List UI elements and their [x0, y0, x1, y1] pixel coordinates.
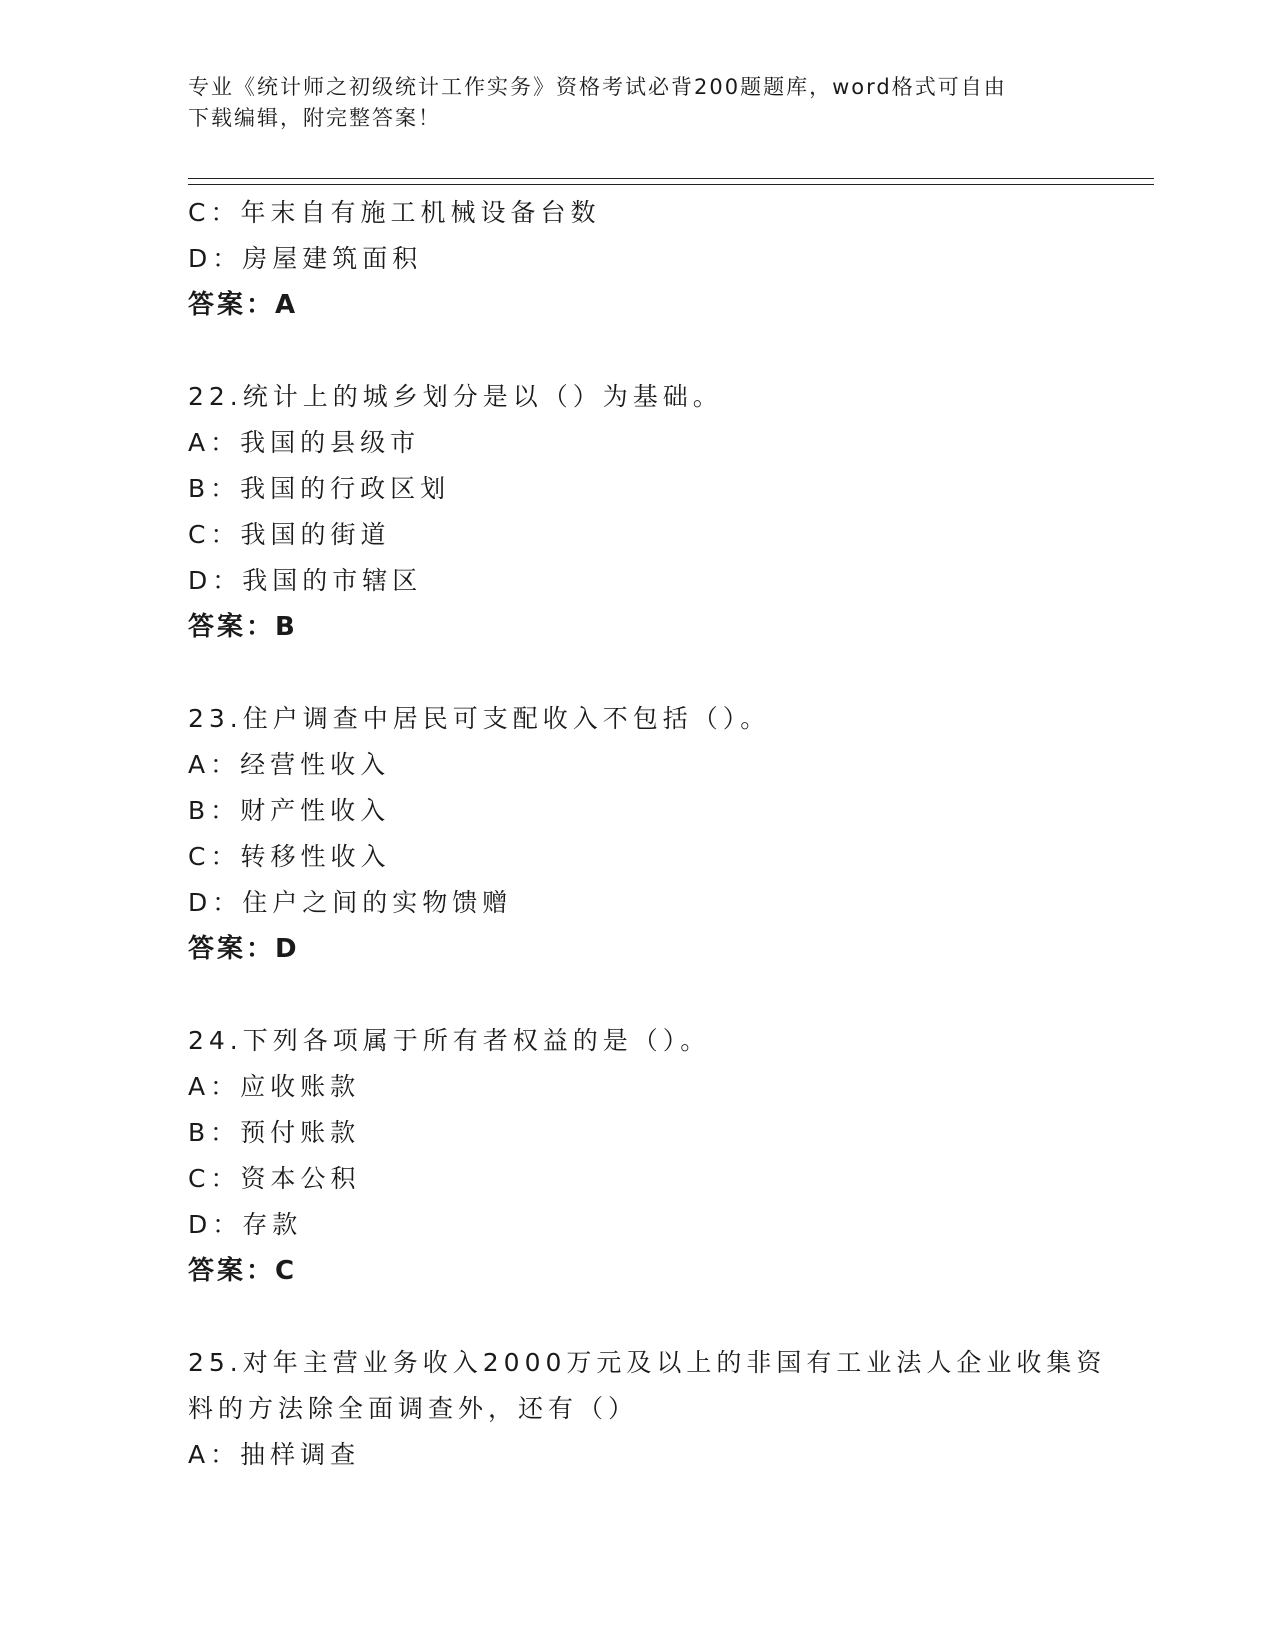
q21-answer: 答案：A — [188, 290, 299, 320]
q23-option-a: A：经营性收入 — [188, 750, 391, 779]
q24-option-c: C：资本公积 — [188, 1164, 361, 1193]
q23-stem: 23.住户调查中居民可支配收入不包括（）。 — [188, 704, 771, 733]
q24-answer: 答案：C — [188, 1256, 298, 1286]
q23-option-d: D：住户之间的实物馈赠 — [188, 888, 513, 917]
header-line-2: 下载编辑，附完整答案！ — [188, 106, 441, 130]
header-divider-bottom — [188, 184, 1154, 185]
q25-stem-line-1: 25.对年主营业务收入2000万元及以上的非国有工业法人企业收集资 — [188, 1348, 1107, 1377]
q22-option-d: D：我国的市辖区 — [188, 566, 423, 595]
q21-option-d: D：房屋建筑面积 — [188, 244, 423, 273]
spacer — [188, 972, 1088, 1018]
q24-option-a: A：应收账款 — [188, 1072, 361, 1101]
q24-option-b: B：预付账款 — [188, 1118, 361, 1147]
q22-answer: 答案：B — [188, 612, 298, 642]
q23-answer: 答案：D — [188, 934, 300, 964]
page-header — [188, 72, 1068, 134]
q22-option-a: A：我国的县级市 — [188, 428, 421, 457]
q22-option-b: B：我国的行政区划 — [188, 474, 451, 503]
q24-option-d: D：存款 — [188, 1210, 303, 1239]
q21-option-c: C：年末自有施工机械设备台数 — [188, 198, 601, 227]
q24-stem: 24.下列各项属于所有者权益的是（）。 — [188, 1026, 711, 1055]
header-divider-top — [188, 178, 1154, 179]
spacer — [188, 1294, 1088, 1340]
header-line-1: 专业《统计师之初级统计工作实务》资格考试必背200题题库，word格式可自由 — [188, 75, 1007, 99]
q25-option-a: A：抽样调查 — [188, 1440, 361, 1469]
question-list — [188, 190, 1107, 1478]
q22-option-c: C：我国的街道 — [188, 520, 391, 549]
q25-stem-line-2: 料的方法除全面调查外，还有（） — [188, 1394, 639, 1423]
q23-option-c: C：转移性收入 — [188, 842, 391, 871]
spacer — [188, 650, 1088, 696]
q22-stem: 22.统计上的城乡划分是以（）为基础。 — [188, 382, 723, 411]
q23-option-b: B：财产性收入 — [188, 796, 391, 825]
spacer — [188, 328, 1088, 374]
